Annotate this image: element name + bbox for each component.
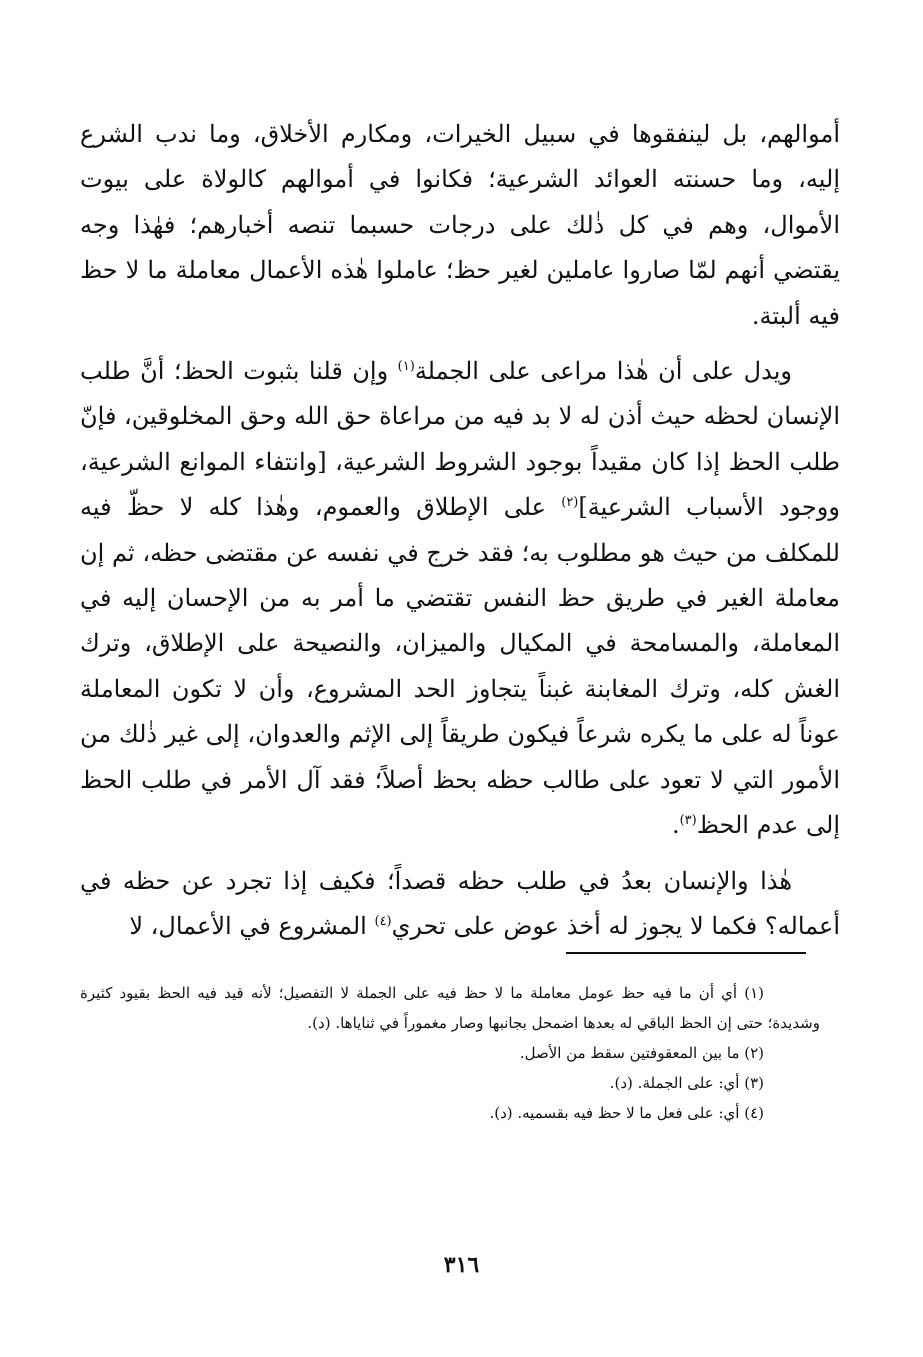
footnote-divider <box>566 952 806 954</box>
footnote-ref-1[interactable]: (١) <box>397 359 415 375</box>
paragraph-2-text-c: على الإطلاق والعموم، وهٰذا كله لا حظّ فيه للمكلف من حيث هو مطلوب به؛ فقد خرج في نفسه عن مقتضى حظه، ثم إن معاملة الغير في طريق حظ النفس تقتضي ما أمر به من الإحسان إليه في المعاملة، والمسامحة في المكيال والميزان، والنصيحة على الإطلاق، وترك الغش كله، وترك المغابنة غبناً يتجاوز الحد المشروع، وأن لا تكون المعاملة عوناً له على ما يكره شرعاً فيكون طريقاً إلى الإثم والعدوان، إلى غير ذٰلك من الأمور التي لا تعود على طالب حظه بحظ أصلاً؛ فقد آل الأمر في طلب الحظ إلى عدم الحظ <box>80 493 840 840</box>
footnote-3: (٣) أي: على الجملة. (د). <box>609 1074 764 1092</box>
paragraph-1 <box>80 112 840 339</box>
footnote-ref-4[interactable]: (٤) <box>374 913 392 929</box>
footnote-ref-2[interactable]: (٢) <box>561 495 579 511</box>
main-text <box>80 112 840 949</box>
paragraph-3 <box>80 859 840 950</box>
paragraph-3-text-a: هٰذا والإنسان بعدُ في طلب حظه قصداً؛ فكيف إذا تجرد عن حظه في أعماله؟ فكما لا يجوز له أخذ عوض على تحري <box>80 866 840 940</box>
footnotes <box>80 978 820 1128</box>
paragraph-2-end: . <box>671 811 680 840</box>
page-number: ٣١٦ <box>443 1252 480 1278</box>
paragraph-1-text: أموالهم، بل لينفقوها في سبيل الخيرات، ومكارم الأخلاق، وما ندب الشرع إليه، وما حسنته العوائد الشرعية؛ فكانوا في أموالهم كالولاة على بيوت الأموال، وهم في كل ذٰلك على درجات حسبما تنصه أخبارهم؛ فهٰذا وجه يقتضي أنهم لمّا صاروا عاملين لغير حظ؛ عاملوا هٰذه الأعمال معاملة ما لا حظ فيه ألبتة. <box>80 120 840 330</box>
paragraph-3-text-b: المشروع في الأعمال، لا <box>129 911 375 940</box>
footnote-1: (١) أي أن ما فيه حظ عومل معاملة ما لا حظ فيه على الجملة لا التفصيل؛ لأنه قيد فيه الحظ بقيود كثيرة وشديدة؛ حتى إن الحظ الباقي له بعدها اضمحل بجانبها وصار مغموراً في ثناياها. (د). <box>80 984 820 1032</box>
paragraph-2-text-a: ويدل على أن هٰذا مراعى على الجملة <box>414 357 792 386</box>
footnote-2: (٢) ما بين المعقوفتين سقط من الأصل. <box>519 1044 764 1062</box>
paragraph-2-text-b: وإن قلنا بثبوت الحظ؛ أنَّ طلب الإنسان لحظه حيث أذن له لا بد فيه من مراعاة حق الله وحق المخلوقين، فإنّ طلب الحظ إذا كان مقيداً بوجود الشروط الشرعية، [وانتفاء الموانع الشرعية، ووجود الأسباب الشرعية] <box>80 357 840 522</box>
paragraph-2 <box>80 349 840 848</box>
footnote-4: (٤) أي: على فعل ما لا حظ فيه بقسميه. (د). <box>489 1104 764 1122</box>
footnote-ref-3[interactable]: (٣) <box>679 813 697 829</box>
